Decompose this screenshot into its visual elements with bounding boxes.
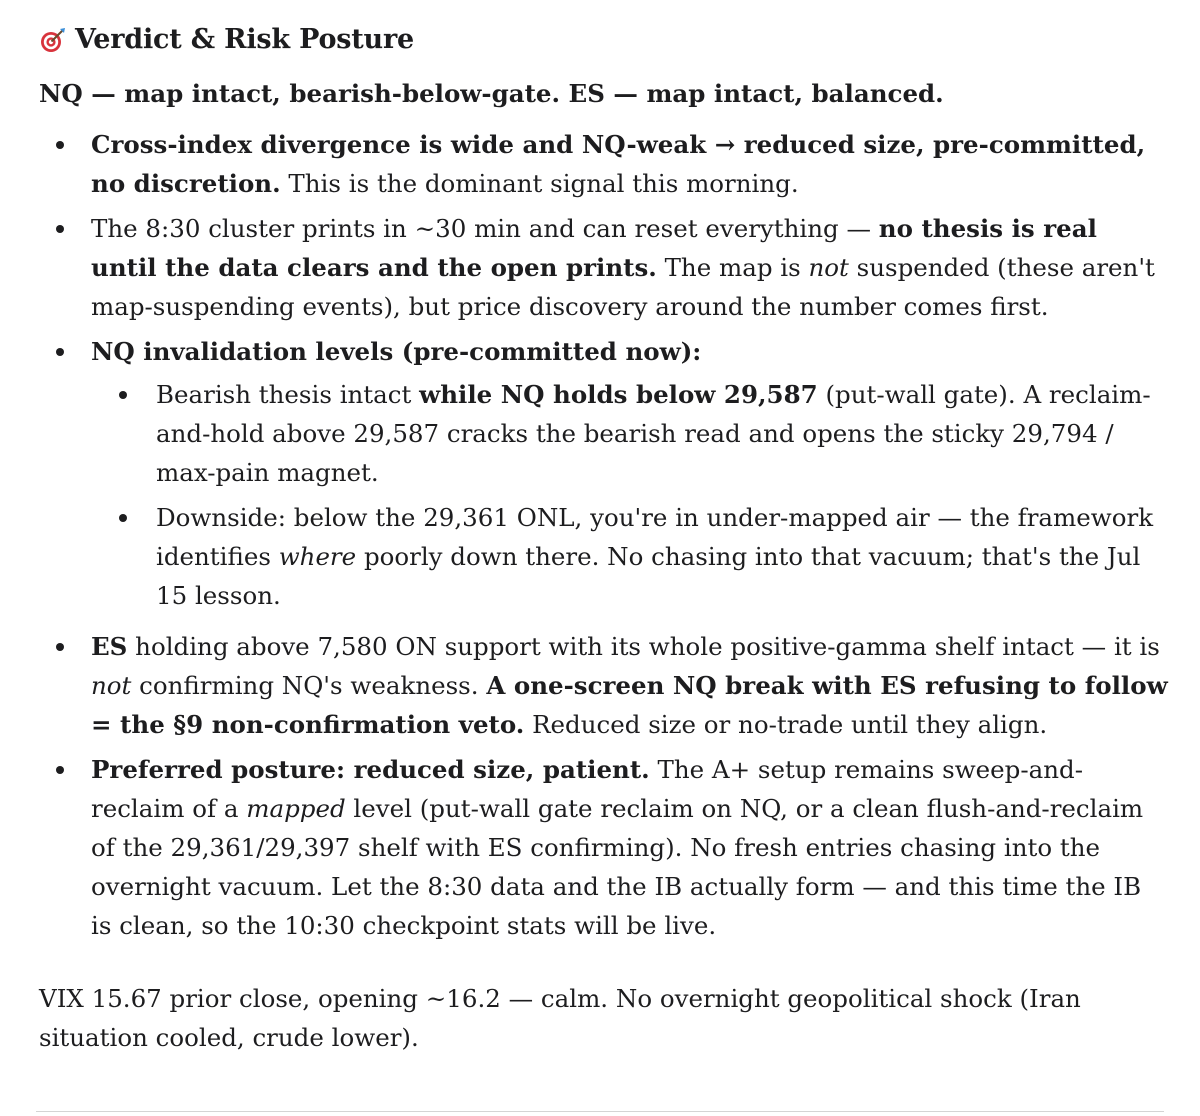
italic-text: not <box>808 253 849 282</box>
bold-text: Preferred posture: reduced size, patient. <box>91 755 650 784</box>
sub-list-item-downside <box>91 498 1169 615</box>
body-text: level (put-wall gate reclaim on NQ, or a clean flush-and-reclaim of the 29,361/29,397 shelf with ES confirming). No fresh entries chasing into the overnight vacuum. Let the 8:30 data and the IB actually form — and this time the IB is clean, so the 10:30 checkpoint stats will be live. <box>91 794 1144 940</box>
section-heading <box>39 18 1169 62</box>
bullet-dot <box>56 141 64 149</box>
sub-bullet-list <box>91 375 1169 615</box>
bullet-dot <box>56 225 64 233</box>
sub-list-item-bearish <box>91 375 1169 492</box>
bold-text: ES <box>91 632 128 661</box>
bullet-dot <box>119 514 127 522</box>
bold-text: A one-screen NQ break with ES refusing to follow = the §9 non-confirmation veto. <box>91 671 1168 739</box>
bold-text: while NQ holds below 29,587 <box>419 380 818 409</box>
body-text: poorly down there. No chasing into that vacuum; that's the Jul 15 lesson. <box>156 542 1141 610</box>
body-text: Bearish thesis intact <box>156 380 420 409</box>
bold-text: Cross-index divergence is wide and NQ-weak → reduced size, pre-committed, no discretion. <box>91 130 1146 198</box>
body-text: (put-wall gate). A reclaim-and-hold above 29,587 cracks the bearish read and opens the sticky 29,794 / max-pain magnet. <box>156 380 1151 487</box>
list-item-es <box>39 627 1169 744</box>
italic-text: where <box>278 542 357 571</box>
divider <box>36 1111 1164 1112</box>
list-item-divergence <box>39 125 1169 203</box>
body-text: Reduced size or no-trade until they align. <box>524 710 1048 739</box>
body-text: The A+ setup remains sweep-and-reclaim of a <box>91 755 1083 823</box>
italic-text: not <box>91 671 132 700</box>
bullet-dot <box>56 348 64 356</box>
bold-text: NQ invalidation levels (pre-committed now): <box>91 337 702 366</box>
section-title: Verdict & Risk Posture <box>75 24 414 55</box>
body-text: suspended (these aren't map-suspending events), but price discovery around the number comes first. <box>91 253 1155 321</box>
bullet-dot <box>56 766 64 774</box>
list-item-nq-invalidation <box>39 332 1169 615</box>
list-item-8-30-cluster <box>39 209 1169 326</box>
bullet-list <box>39 125 1169 945</box>
headline: NQ — map intact, bearish-below-gate. ES — map intact, balanced. <box>39 79 944 108</box>
bullet-dot <box>56 643 64 651</box>
closing-paragraph: VIX 15.67 prior close, opening ~16.2 — calm. No overnight geopolitical shock (Iran situation cooled, crude lower). <box>39 984 1081 1052</box>
body-text: The map is <box>656 253 809 282</box>
body-text: The 8:30 cluster prints in ~30 min and can reset everything — <box>91 214 879 243</box>
body-text: confirming NQ's weakness. <box>131 671 487 700</box>
list-item-preferred-posture <box>39 750 1169 945</box>
body-text: Downside: below the 29,361 ONL, you're in under-mapped air — the framework identifies <box>156 503 1154 571</box>
bold-text: no thesis is real until the data clears and the open prints. <box>91 214 1097 282</box>
body-text: holding above 7,580 ON support with its whole positive-gamma shelf intact — it is <box>127 632 1160 661</box>
body-text: This is the dominant signal this morning. <box>280 169 799 198</box>
document <box>39 18 1169 1057</box>
bullet-dot <box>119 391 127 399</box>
dart-target-icon <box>39 26 67 54</box>
italic-text: mapped <box>246 794 346 823</box>
